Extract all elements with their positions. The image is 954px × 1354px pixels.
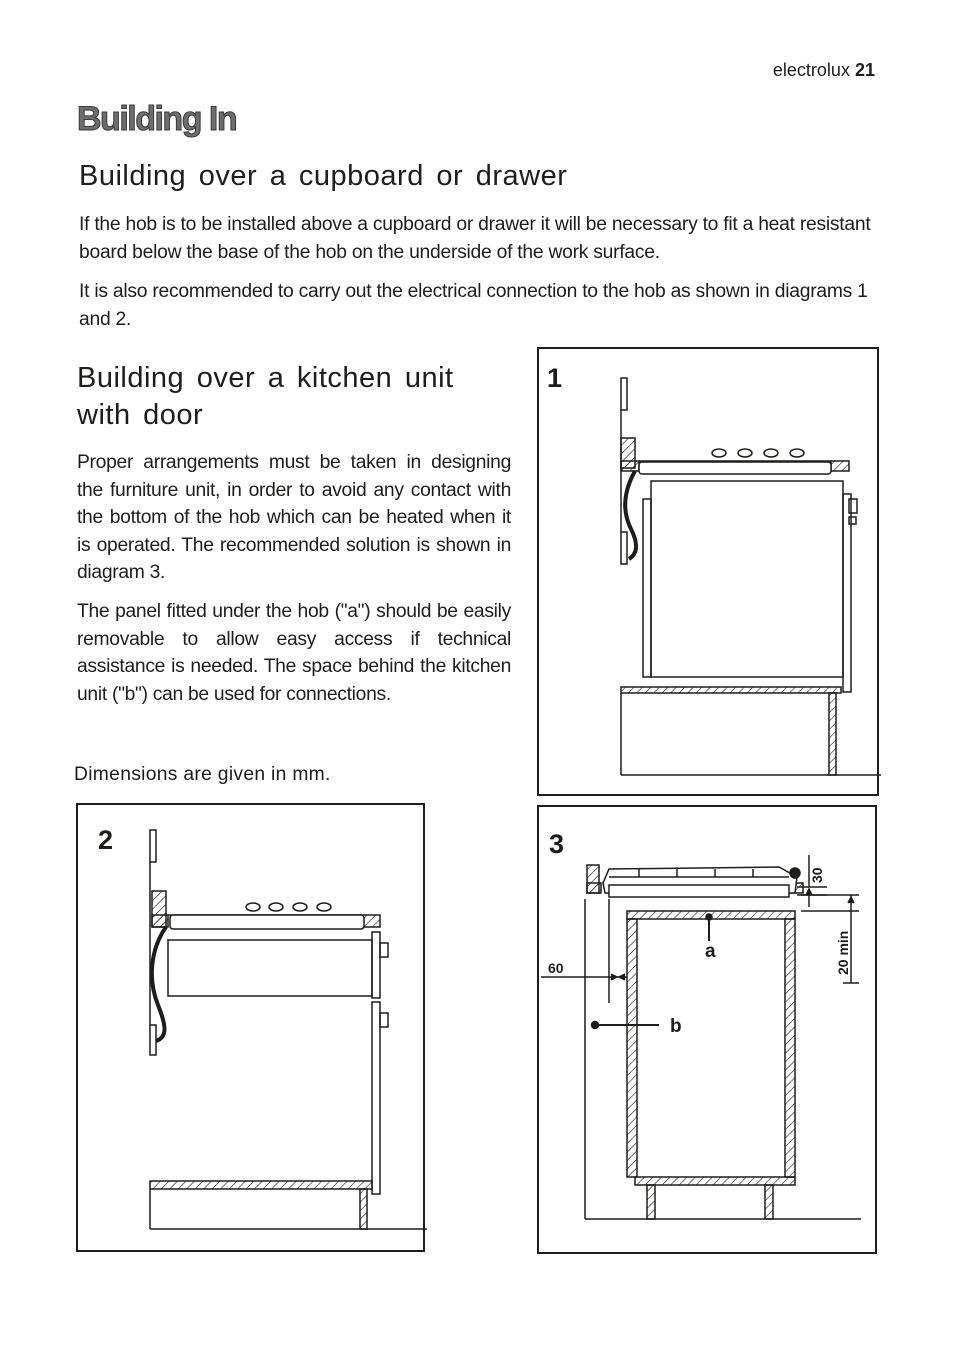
page-header	[773, 60, 875, 81]
label-a: a	[705, 941, 716, 962]
figure-3	[537, 805, 877, 1254]
section-title: Building In	[77, 100, 237, 138]
figure-2	[76, 803, 425, 1252]
dimension-30: 30	[809, 867, 825, 883]
page-number: 21	[854, 60, 875, 80]
figure-3-drawing	[539, 807, 879, 1256]
dimension-60: 60	[548, 960, 564, 976]
figure-2-drawing	[78, 805, 427, 1254]
brand-name: electrolux	[772, 60, 850, 80]
kitchen-unit-heading	[77, 360, 517, 434]
cupboard-heading: Building over a cupboard or drawer	[79, 160, 568, 192]
figure-2-number: 2	[98, 825, 114, 855]
figure-1-drawing	[539, 349, 881, 798]
kitchen-unit-heading-line-1: Building over a kitchen unit	[77, 362, 454, 394]
label-b: b	[670, 1016, 682, 1037]
figure-3-number: 3	[549, 829, 565, 859]
figure-1-number: 1	[547, 363, 563, 393]
figure-1	[537, 347, 879, 796]
kitchen-unit-paragraph-1: Proper arrangements must be taken in designing the furniture unit, in order to avoid any contact with the bottom of the hob which can be heated when it is operated. The recommended solution is shown in diagram 3.	[77, 452, 511, 583]
cupboard-paragraph-1: If the hob is to be installed above a cupboard or drawer it will be necessary to fit a heat resistant board below the base of the hob on the underside of the work surface.	[79, 214, 871, 263]
kitchen-unit-paragraph-2: The panel fitted under the hob ("a") should be easily removable to allow easy access if technical assistance is needed. The space behind the kitchen unit ("b") can be used for connections.	[77, 601, 511, 705]
cupboard-paragraph-2: It is also recommended to carry out the electrical connection to the hob as shown in diagrams 1 and 2.	[79, 281, 868, 330]
dimensions-note: Dimensions are given in mm.	[74, 764, 331, 785]
kitchen-unit-heading-line-2: with door	[77, 399, 204, 431]
dimension-20-min: 20 min	[835, 930, 851, 975]
